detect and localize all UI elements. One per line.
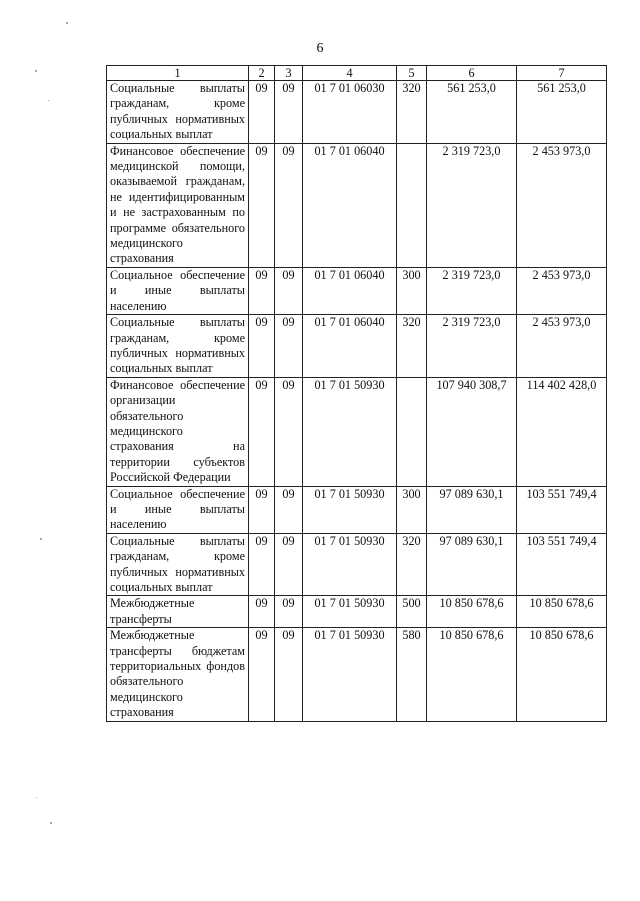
row-amount-year1: 97 089 630,1 xyxy=(427,533,517,596)
row-section: 09 xyxy=(249,533,275,596)
table-row xyxy=(107,377,607,486)
row-target-article: 01 7 01 50930 xyxy=(303,628,397,721)
row-expense-type: 300 xyxy=(397,267,427,314)
scan-speck xyxy=(35,70,37,72)
row-expense-type xyxy=(397,377,427,486)
row-amount-year2: 10 850 678,6 xyxy=(517,628,607,721)
row-target-article: 01 7 01 50930 xyxy=(303,596,397,628)
row-subsection: 09 xyxy=(275,267,303,314)
table-row xyxy=(107,628,607,721)
table-row xyxy=(107,486,607,533)
row-section: 09 xyxy=(249,267,275,314)
row-expense-type: 300 xyxy=(397,486,427,533)
scan-speck xyxy=(48,100,49,101)
row-section: 09 xyxy=(249,377,275,486)
row-target-article: 01 7 01 50930 xyxy=(303,533,397,596)
row-name: Межбюджетные трансферты бюджетам территориальных фондов обязательного медицинского страхования xyxy=(107,628,249,721)
row-section: 09 xyxy=(249,596,275,628)
header-col-2: 2 xyxy=(249,66,275,81)
header-col-3: 3 xyxy=(275,66,303,81)
row-name: Финансовое обеспечение медицинской помощи, оказываемой гражданам, не идентифицированным и не застрахованным по программе обязательного медицинского страхования xyxy=(107,143,249,267)
row-target-article: 01 7 01 06040 xyxy=(303,143,397,267)
row-section: 09 xyxy=(249,315,275,378)
row-name: Социальное обеспечение и иные выплаты населению xyxy=(107,267,249,314)
row-amount-year1: 10 850 678,6 xyxy=(427,596,517,628)
row-subsection: 09 xyxy=(275,315,303,378)
row-subsection: 09 xyxy=(275,486,303,533)
scan-speck xyxy=(50,822,52,824)
row-expense-type: 500 xyxy=(397,596,427,628)
row-amount-year1: 2 319 723,0 xyxy=(427,143,517,267)
row-subsection: 09 xyxy=(275,533,303,596)
row-name: Межбюджетные трансферты xyxy=(107,596,249,628)
scan-speck xyxy=(66,22,68,24)
row-subsection: 09 xyxy=(275,143,303,267)
row-expense-type: 320 xyxy=(397,315,427,378)
row-expense-type: 320 xyxy=(397,533,427,596)
table-row xyxy=(107,596,607,628)
budget-table xyxy=(106,65,607,722)
row-name: Социальные выплаты гражданам, кроме публичных нормативных социальных выплат xyxy=(107,81,249,144)
row-section: 09 xyxy=(249,81,275,144)
row-expense-type: 320 xyxy=(397,81,427,144)
row-amount-year1: 107 940 308,7 xyxy=(427,377,517,486)
row-amount-year2: 2 453 973,0 xyxy=(517,267,607,314)
table-header-row xyxy=(107,66,607,81)
row-amount-year1: 2 319 723,0 xyxy=(427,267,517,314)
header-col-7: 7 xyxy=(517,66,607,81)
row-section: 09 xyxy=(249,628,275,721)
scan-speck xyxy=(36,797,37,798)
row-name: Социальные выплаты гражданам, кроме публичных нормативных социальных выплат xyxy=(107,315,249,378)
row-amount-year2: 103 551 749,4 xyxy=(517,533,607,596)
page-number: 6 xyxy=(316,41,324,56)
row-amount-year2: 561 253,0 xyxy=(517,81,607,144)
header-col-4: 4 xyxy=(303,66,397,81)
header-col-6: 6 xyxy=(427,66,517,81)
table-row xyxy=(107,81,607,144)
row-amount-year1: 2 319 723,0 xyxy=(427,315,517,378)
row-name: Социальные выплаты гражданам, кроме публичных нормативных социальных выплат xyxy=(107,533,249,596)
row-amount-year2: 103 551 749,4 xyxy=(517,486,607,533)
row-target-article: 01 7 01 50930 xyxy=(303,486,397,533)
row-amount-year2: 114 402 428,0 xyxy=(517,377,607,486)
row-amount-year2: 10 850 678,6 xyxy=(517,596,607,628)
row-amount-year1: 561 253,0 xyxy=(427,81,517,144)
table-row xyxy=(107,533,607,596)
row-name: Финансовое обеспечение организации обязательного медицинского страхования на территории субъектов Российской Федерации xyxy=(107,377,249,486)
row-subsection: 09 xyxy=(275,628,303,721)
row-amount-year1: 10 850 678,6 xyxy=(427,628,517,721)
row-section: 09 xyxy=(249,486,275,533)
row-subsection: 09 xyxy=(275,81,303,144)
row-amount-year2: 2 453 973,0 xyxy=(517,143,607,267)
table-row xyxy=(107,143,607,267)
row-target-article: 01 7 01 50930 xyxy=(303,377,397,486)
header-col-1: 1 xyxy=(107,66,249,81)
row-target-article: 01 7 01 06030 xyxy=(303,81,397,144)
table-row xyxy=(107,315,607,378)
row-subsection: 09 xyxy=(275,377,303,486)
row-section: 09 xyxy=(249,143,275,267)
row-amount-year1: 97 089 630,1 xyxy=(427,486,517,533)
row-name: Социальное обеспечение и иные выплаты населению xyxy=(107,486,249,533)
row-expense-type xyxy=(397,143,427,267)
row-subsection: 09 xyxy=(275,596,303,628)
table-body xyxy=(107,81,607,722)
row-expense-type: 580 xyxy=(397,628,427,721)
scan-speck xyxy=(40,538,42,540)
table-row xyxy=(107,267,607,314)
header-col-5: 5 xyxy=(397,66,427,81)
row-target-article: 01 7 01 06040 xyxy=(303,267,397,314)
row-target-article: 01 7 01 06040 xyxy=(303,315,397,378)
row-amount-year2: 2 453 973,0 xyxy=(517,315,607,378)
